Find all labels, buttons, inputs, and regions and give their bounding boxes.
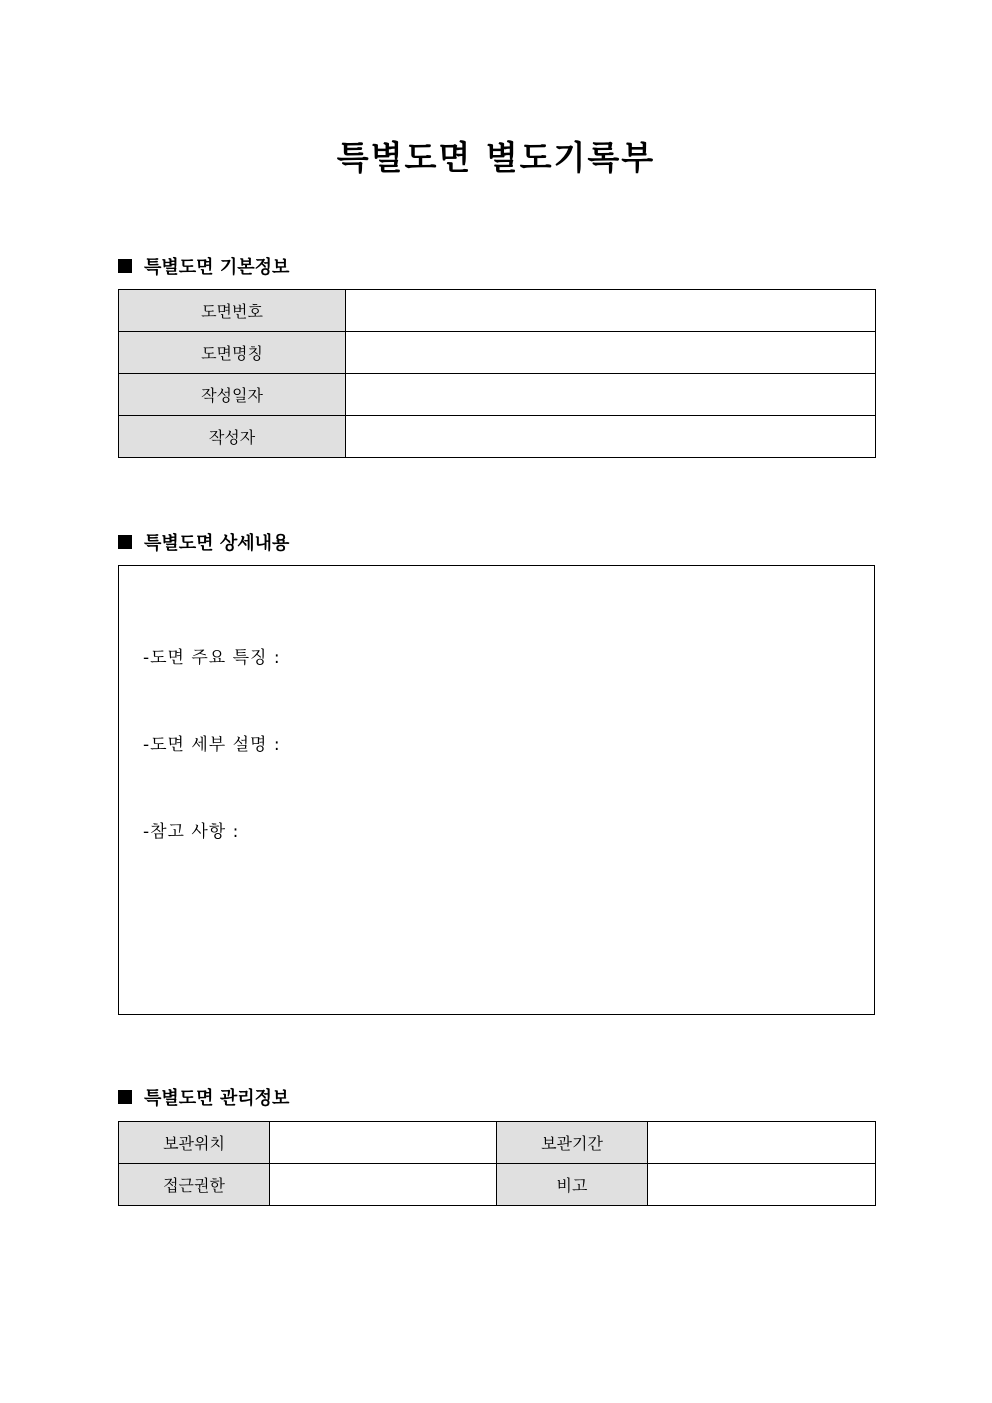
access-rights-field[interactable] bbox=[270, 1164, 497, 1206]
basic-info-table bbox=[118, 289, 876, 458]
access-rights-label: 접근권한 bbox=[119, 1164, 270, 1206]
drawing-name-field[interactable] bbox=[346, 332, 876, 374]
drawing-number-label: 도면번호 bbox=[119, 290, 346, 332]
management-info-table bbox=[118, 1121, 876, 1206]
author-label: 작성자 bbox=[119, 416, 346, 458]
main-features-line: -도면 주요 특징 : bbox=[143, 648, 281, 668]
reference-notes-line: -참고 사항 : bbox=[143, 822, 240, 842]
retention-period-label: 보관기간 bbox=[497, 1122, 648, 1164]
remarks-field[interactable] bbox=[648, 1164, 876, 1206]
table-row bbox=[119, 1122, 876, 1164]
table-row bbox=[119, 416, 876, 458]
details-heading bbox=[118, 529, 289, 555]
retention-period-field[interactable] bbox=[648, 1122, 876, 1164]
storage-location-field[interactable] bbox=[270, 1122, 497, 1164]
table-row bbox=[119, 1164, 876, 1206]
drawing-name-label: 도면명칭 bbox=[119, 332, 346, 374]
square-bullet-icon bbox=[118, 1090, 132, 1104]
detailed-description-line: -도면 세부 설명 : bbox=[143, 735, 281, 755]
details-content-box[interactable] bbox=[118, 565, 875, 1015]
table-row bbox=[119, 290, 876, 332]
details-heading-text: 특별도면 상세내용 bbox=[144, 533, 290, 554]
remarks-label: 비고 bbox=[497, 1164, 648, 1206]
management-info-heading-text: 특별도면 관리정보 bbox=[144, 1088, 290, 1109]
created-date-label: 작성일자 bbox=[119, 374, 346, 416]
table-row bbox=[119, 332, 876, 374]
created-date-field[interactable] bbox=[346, 374, 876, 416]
square-bullet-icon bbox=[118, 535, 132, 549]
management-info-heading bbox=[118, 1084, 289, 1110]
square-bullet-icon bbox=[118, 259, 132, 273]
basic-info-heading-text: 특별도면 기본정보 bbox=[144, 257, 290, 278]
table-row bbox=[119, 374, 876, 416]
basic-info-heading bbox=[118, 253, 289, 279]
details-lines bbox=[143, 586, 281, 905]
author-field[interactable] bbox=[346, 416, 876, 458]
document-title: 특별도면 별도기록부 bbox=[336, 138, 656, 177]
drawing-number-field[interactable] bbox=[346, 290, 876, 332]
storage-location-label: 보관위치 bbox=[119, 1122, 270, 1164]
